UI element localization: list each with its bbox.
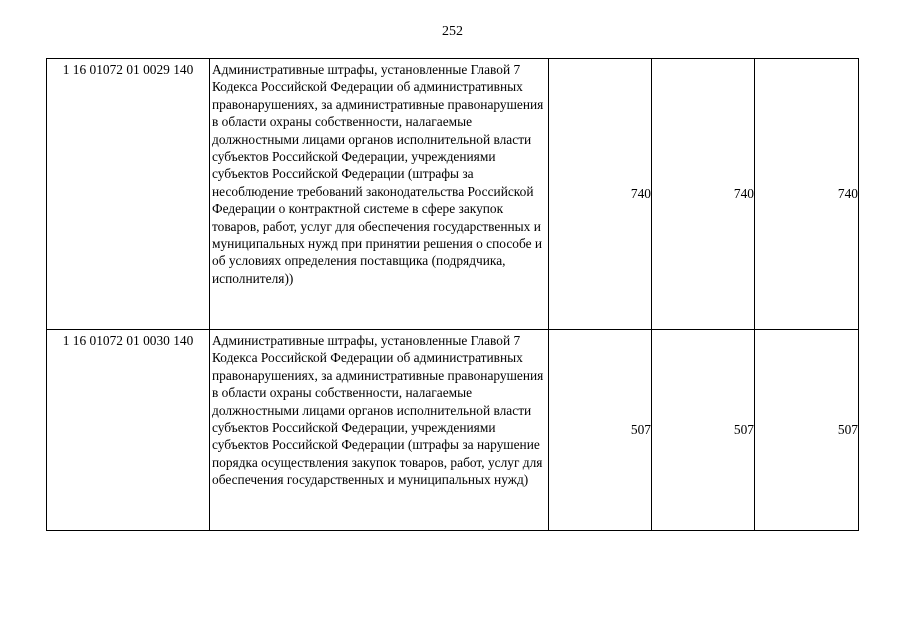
income-description: Административные штрафы, установленные Главой 7 Кодекса Российской Федерации об административных правонарушениях, за административные правонарушения в области охраны собственности, налагаемые должностными лицами органов исполнительной власти субъектов Российской Федерации, учреждениями субъектов Российской Федерации (штрафы за несоблюдение требований законодательства Российской Федерации о контрактной системе в сфере закупок товаров, работ, услуг для обеспечения государственных и муниципальных нужд при принятии решения о способе и об условиях определения поставщика (подрядчика, исполнителя)) [210,59,549,330]
amount-year-1: 507 [549,330,652,531]
amount-year-2: 740 [652,59,755,330]
classification-code: 1 16 01072 01 0029 140 [47,59,210,330]
amount-year-3: 740 [755,59,859,330]
table-row [47,59,859,330]
amount-year-2: 507 [652,330,755,531]
classification-code: 1 16 01072 01 0030 140 [47,330,210,531]
amount-year-3: 507 [755,330,859,531]
income-description: Административные штрафы, установленные Главой 7 Кодекса Российской Федерации об административных правонарушениях, за административные правонарушения в области охраны собственности, налагаемые должностными лицами органов исполнительной власти субъектов Российской Федерации, учреждениями субъектов Российской Федерации (штрафы за нарушение порядка осуществления закупок товаров, работ, услуг для обеспечения государственных и муниципальных нужд) [210,330,549,531]
table-row [47,330,859,531]
amount-year-1: 740 [549,59,652,330]
budget-table [46,58,859,531]
page-number: 252 [442,24,463,39]
